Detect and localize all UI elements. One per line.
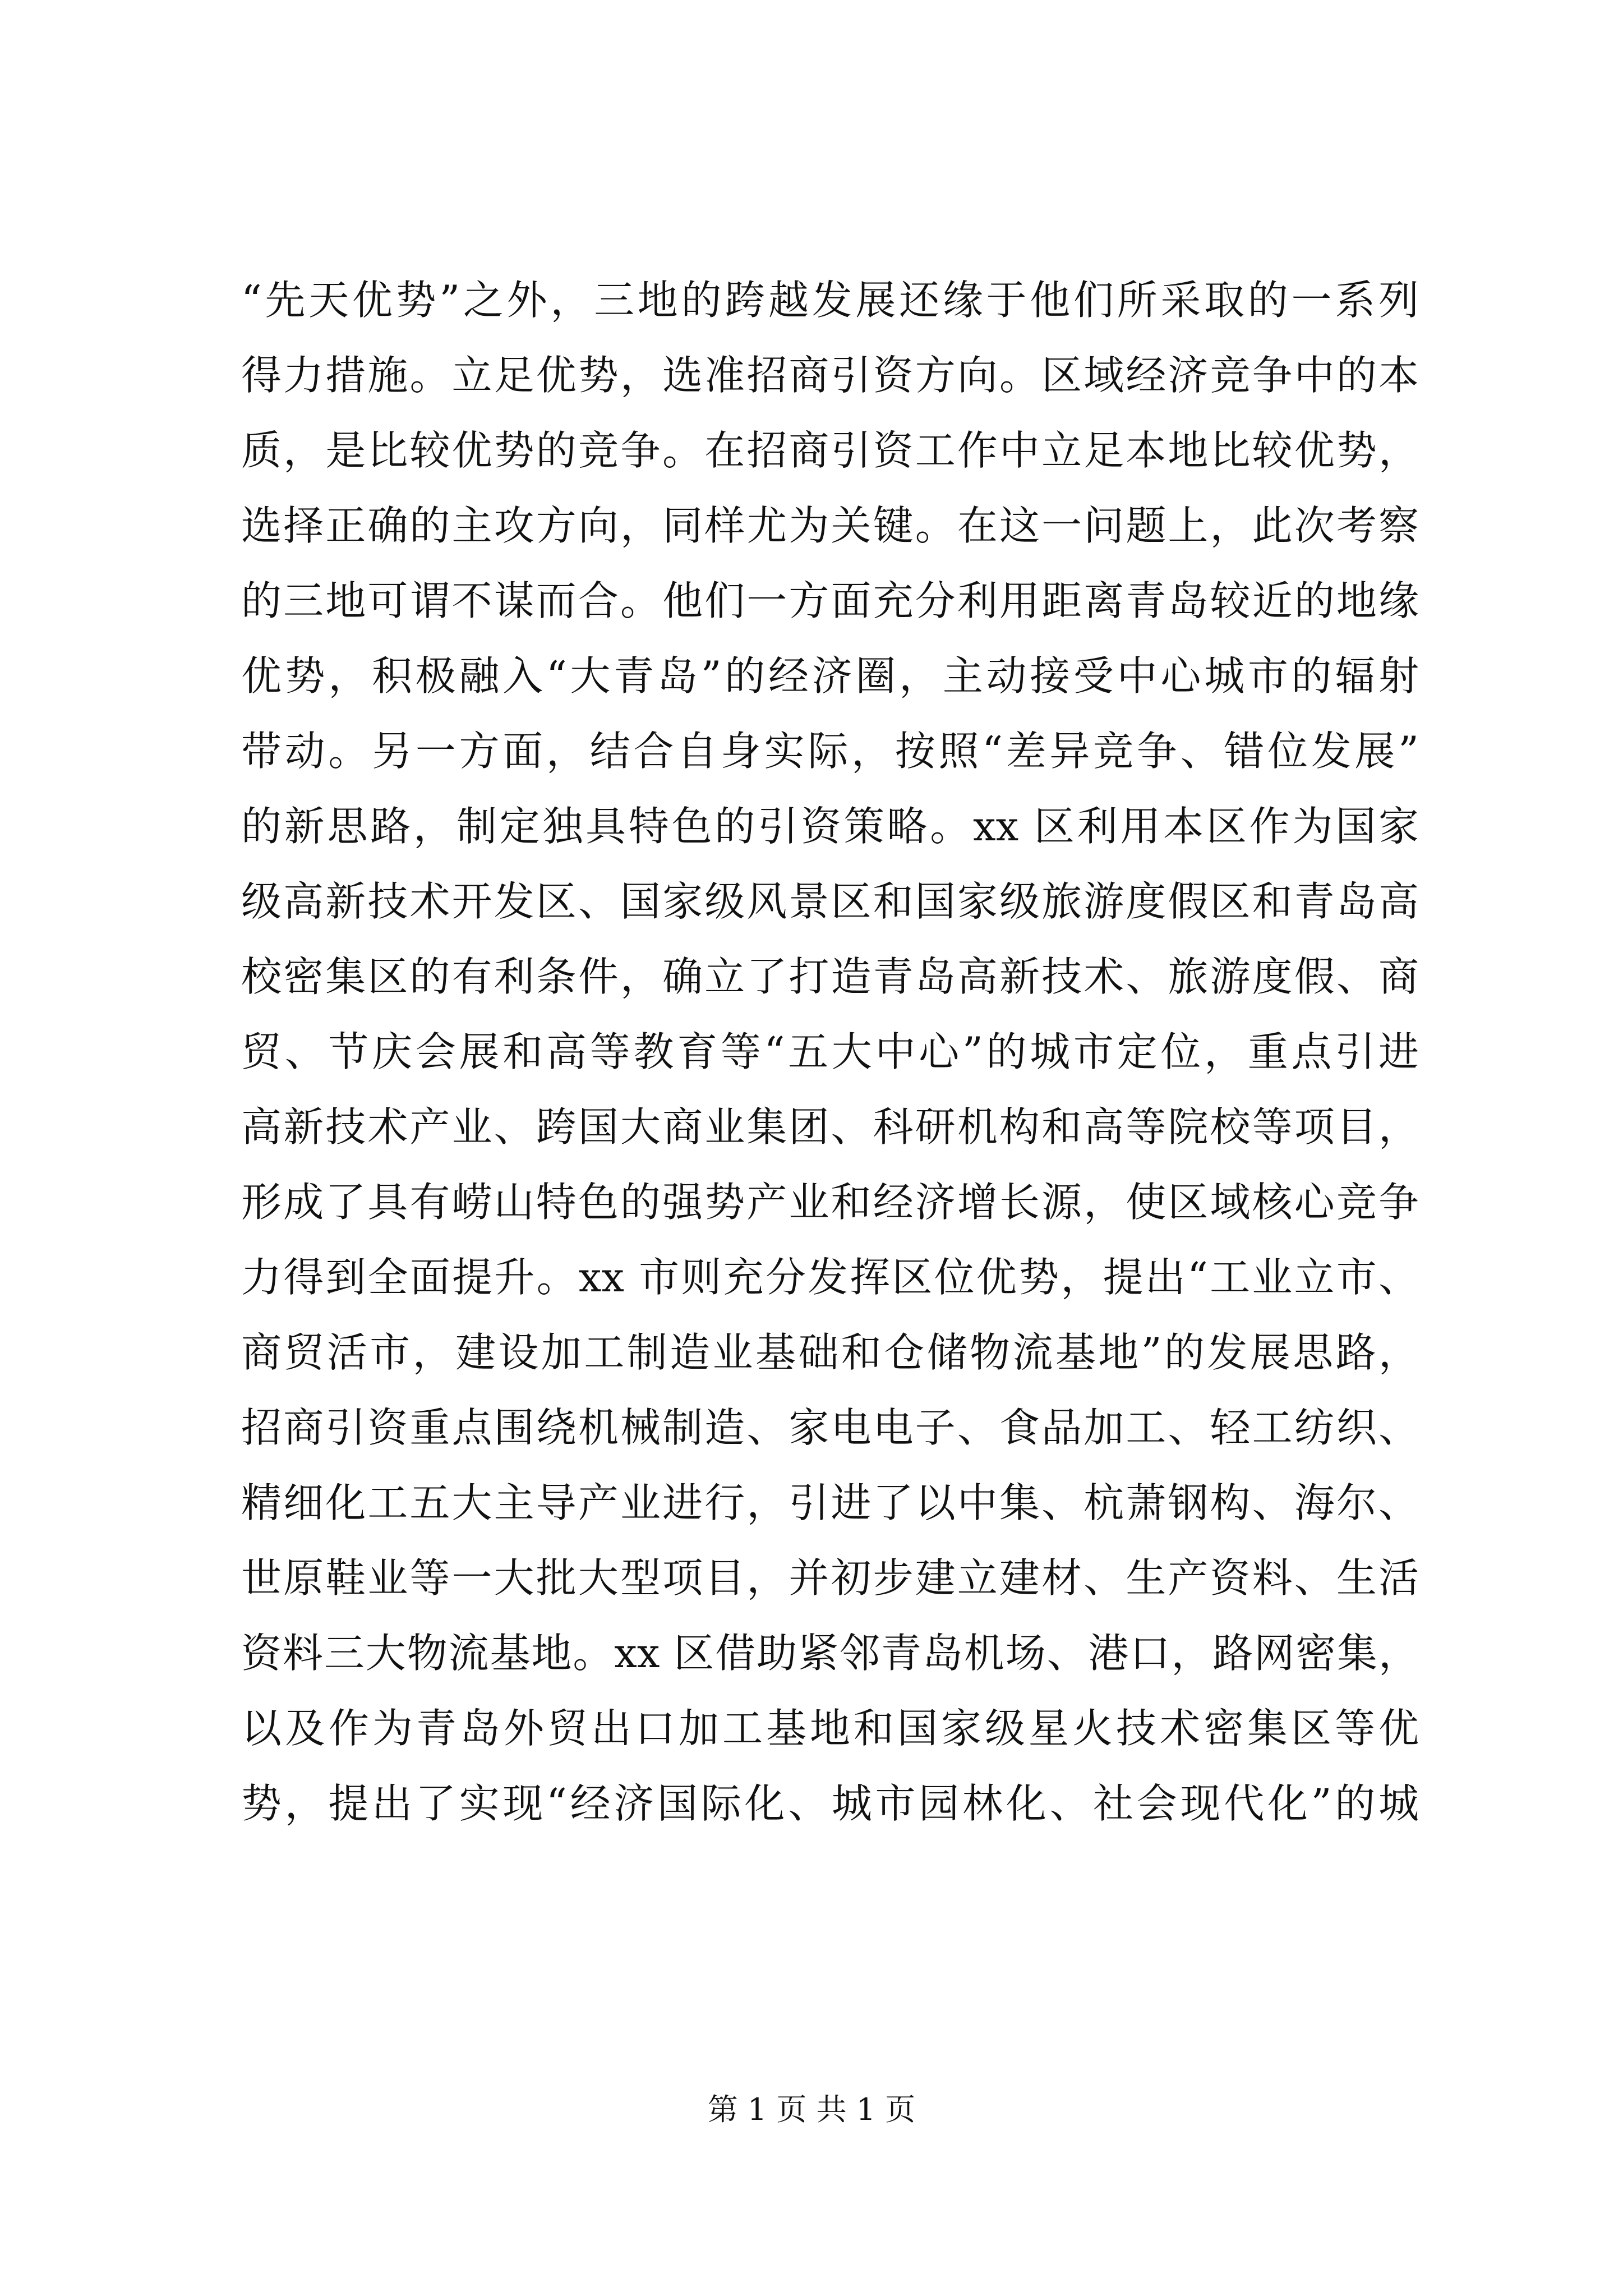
text-line: 校密集区的有利条件，确立了打造青岛高新技术、旅游度假、商	[241, 953, 1419, 1000]
text-line: 优势，积极融入“大青岛”的经济圈，主动接受中心城市的辐射	[241, 652, 1419, 700]
text-line: 贸、节庆会展和高等教育等“五大中心”的城市定位，重点引进	[241, 1028, 1419, 1075]
page-footer: 第 1 页 共 1 页	[707, 2092, 916, 2127]
text-line: 得力措施。立足优势，选准招商引资方向。区域经济竞争中的本	[241, 352, 1419, 399]
text-line: 的三地可谓不谋而合。他们一方面充分利用距离青岛较近的地缘	[241, 577, 1419, 624]
text-line: 形成了具有崂山特色的强势产业和经济增长源，使区域核心竞争	[241, 1179, 1419, 1226]
body-text	[241, 263, 1419, 1841]
text-line: 世原鞋业等一大批大型项目，并初步建立建材、生产资料、生活	[241, 1554, 1419, 1602]
text-line: 商贸活市，建设加工制造业基础和仓储物流基地”的发展思路，	[241, 1329, 1419, 1376]
text-line: 精细化工五大主导产业进行，引进了以中集、杭萧钢构、海尔、	[241, 1479, 1419, 1526]
text-line: 资料三大物流基地。xx 区借助紧邻青岛机场、港口，路网密集，	[241, 1630, 1419, 1677]
text-line: 级高新技术开发区、国家级风景区和国家级旅游度假区和青岛高	[241, 878, 1419, 925]
text-line: 势，提出了实现“经济国际化、城市园林化、社会现代化”的城	[241, 1780, 1419, 1827]
text-line: 招商引资重点围绕机械制造、家电电子、食品加工、轻工纺织、	[241, 1404, 1419, 1451]
text-line: 选择正确的主攻方向，同样尤为关键。在这一问题上，此次考察	[241, 502, 1419, 549]
text-line: 以及作为青岛外贸出口加工基地和国家级星火技术密集区等优	[241, 1705, 1419, 1752]
text-line: “先天优势”之外，三地的跨越发展还缘于他们所采取的一系列	[241, 277, 1419, 324]
text-line: 的新思路，制定独具特色的引资策略。xx 区利用本区作为国家	[241, 803, 1419, 850]
text-line: 力得到全面提升。xx 市则充分发挥区位优势，提出“工业立市、	[241, 1254, 1419, 1301]
text-line: 带动。另一方面，结合自身实际，按照“差异竞争、错位发展”	[241, 728, 1419, 775]
text-line: 高新技术产业、跨国大商业集团、科研机构和高等院校等项目，	[241, 1103, 1419, 1151]
text-line: 质，是比较优势的竞争。在招商引资工作中立足本地比较优势，	[241, 427, 1419, 474]
